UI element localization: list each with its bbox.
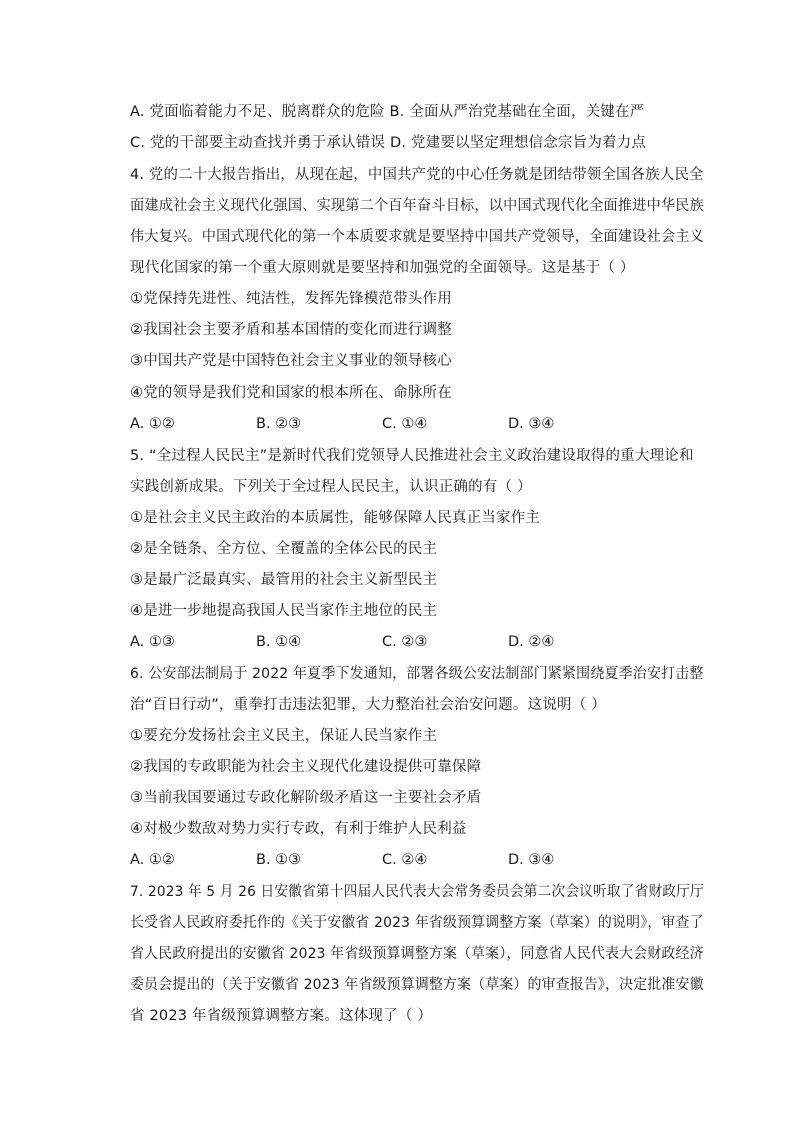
q4-item-4: ④党的领导是我们党和国家的根本所在、命脉所在 (130, 385, 452, 401)
q4-option-d: D. ③④ (508, 416, 555, 432)
q6-option-d: D. ③④ (508, 852, 555, 868)
q4-stem-line-3: 伟大复兴。中国式现代化的第一个本质要求就是要坚持中国共产党领导，全面建设社会主义 (130, 229, 704, 245)
q5-options (130, 632, 590, 652)
q4-option-b: B. ②③ (256, 416, 302, 432)
q7-stem-line-1: 7. 2023 年 5 月 26 日安徽省第十四届人民代表大会常务委员会第二次会议听取了省财政厅厅 (130, 884, 704, 900)
q7-stem-line-5: 省 2023 年省级预算调整方案。这体现了（ ） (130, 1008, 433, 1024)
prev-question-options-row2: C. 党的干部要主动查找并勇于承认错误 D. 党建要以坚定理想信念宗旨为着力点 (130, 135, 647, 151)
prev-question-options-row1: A. 党面临着能力不足、脱离群众的危险 B. 全面从严治党基础在全面，关键在严 (130, 104, 645, 120)
q5-stem-line-2: 实践创新成果。下列关于全过程人民民主，认识正确的有（ ） (130, 479, 532, 495)
q4-stem-line-1: 4. 党的二十大报告指出，从现在起，中国共产党的中心任务就是团结带领全国各族人民全 (130, 167, 704, 183)
q6-item-2: ②我国的专政职能为社会主义现代化建设提供可靠保障 (130, 759, 482, 775)
q6-stem-line-2: 治“百日行动”，重拳打击违法犯罪，大力整治社会治安问题。这说明（ ） (130, 697, 606, 713)
q6-option-a: A. ①② (130, 852, 175, 868)
q5-stem-line-1: 5. “全过程人民民主”是新时代我们党领导人民推进社会主义政治建设取得的重大理论和 (130, 448, 694, 464)
q5-item-4: ④是进一步地提高我国人民当家作主地位的民主 (130, 603, 438, 619)
q7-stem-line-3: 省人民政府提出的安徽省 2023 年省级预算调整方案（草案），同意省人民代表大会财政经济 (130, 946, 704, 962)
q4-option-c: C. ①④ (382, 416, 428, 432)
q7-stem-line-2: 长受省人民政府委托作的《关于安徽省 2023 年省级预算调整方案（草案）的说明》，审查了 (130, 915, 704, 931)
q4-option-a: A. ①② (130, 416, 175, 432)
q5-option-d: D. ②④ (508, 634, 555, 650)
q5-option-a: A. ①③ (130, 634, 175, 650)
q4-stem-line-2: 面建成社会主义现代化强国、实现第二个百年奋斗目标，以中国式现代化全面推进中华民族 (130, 198, 704, 214)
q7-stem-line-4: 委员会提出的（关于安徽省 2023 年省级预算调整方案（草案）的审查报告》，决定批准安徽 (130, 977, 704, 993)
q4-options (130, 414, 590, 434)
q5-option-c: C. ②③ (382, 634, 428, 650)
q6-item-4: ④对极少数敌对势力实行专政，有利于维护人民利益 (130, 821, 467, 837)
q6-stem-line-1: 6. 公安部法制局于 2022 年夏季下发通知，部署各级公安法制部门紧紧围绕夏季治安打击整 (130, 666, 704, 682)
q4-stem-line-4: 现代化国家的第一个重大原则就是要坚持和加强党的全面领导。这是基于（ ） (130, 260, 635, 276)
q6-options (130, 850, 590, 870)
q6-option-b: B. ①③ (256, 852, 302, 868)
q6-option-c: C. ②④ (382, 852, 428, 868)
q4-item-2: ②我国社会主要矛盾和基本国情的变化而进行调整 (130, 322, 452, 338)
q5-item-2: ②是全链条、全方位、全覆盖的全体公民的民主 (130, 541, 438, 557)
q5-option-b: B. ①④ (256, 634, 302, 650)
q6-item-1: ①要充分发扬社会主义民主，保证人民当家作主 (130, 728, 438, 744)
q4-item-1: ①党保持先进性、纯洁性，发挥先锋模范带头作用 (130, 291, 452, 307)
q4-item-3: ③中国共产党是中国特色社会主义事业的领导核心 (130, 353, 452, 369)
q5-item-3: ③是最广泛最真实、最管用的社会主义新型民主 (130, 572, 438, 588)
q6-item-3: ③当前我国要通过专政化解阶级矛盾这一主要社会矛盾 (130, 790, 482, 806)
q5-item-1: ①是社会主义民主政治的本质属性，能够保障人民真正当家作主 (130, 510, 541, 526)
